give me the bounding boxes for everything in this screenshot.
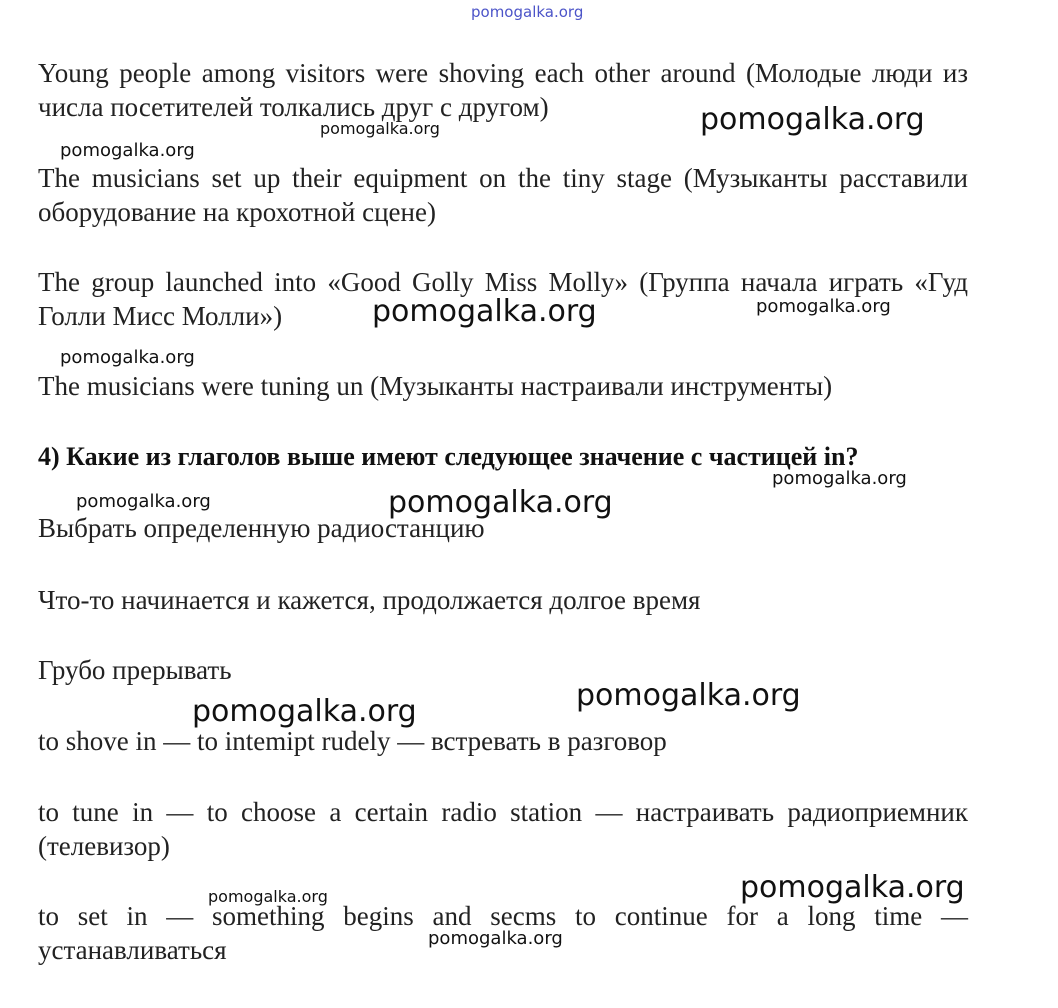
watermark: pomogalka.org [388,485,613,520]
paragraph-3: The group launched into «Good Golly Miss Molly» (Группа начала играть «Гуд Голли Мисс Молли») [38,267,968,331]
watermark: pomogalka.org [428,928,563,949]
watermark: pomogalka.org [60,347,195,368]
paragraph-1: Young people among visitors were shoving each other around (Молодые люди из числа посетителей толкались друг с другом) [38,58,968,122]
watermark: pomogalka.org [76,491,211,512]
watermark: pomogalka.org [192,694,417,729]
paragraph-9: to tune in — to choose a certain radio station — настраивать радиоприемник (телевизор) [38,797,968,861]
watermark: pomogalka.org [772,468,907,489]
paragraph-4: The musicians were tuning un (Музыканты настраивали инструменты) [38,371,833,401]
watermark: pomogalka.org [372,294,597,329]
paragraph-10: to set in — something begins and secms to continue for a long time — устанавливаться [38,901,968,965]
watermark: pomogalka.org [60,140,195,161]
paragraph-7: Грубо прерывать [38,655,232,685]
watermark: pomogalka.org [576,678,801,713]
section-heading: 4) Какие из глаголов выше имеют следующее значение с частицей in? [38,442,859,471]
paragraph-6: Что-то начинается и кажется, продолжается долгое время [38,585,701,615]
watermark: pomogalka.org [756,296,891,317]
paragraph-5: Выбрать определенную радиостанцию [38,513,485,543]
watermark: pomogalka.org [700,102,925,137]
site-link[interactable]: pomogalka.org [471,3,584,21]
watermark: pomogalka.org [208,887,328,906]
watermark: pomogalka.org [740,870,965,905]
paragraph-2: The musicians set up their equipment on the tiny stage (Музыканты расставили оборудование на крохотной сцене) [38,163,968,227]
watermark: pomogalka.org [320,119,440,138]
paragraph-8: to shove in — to intemipt rudely — встревать в разговор [38,726,667,756]
